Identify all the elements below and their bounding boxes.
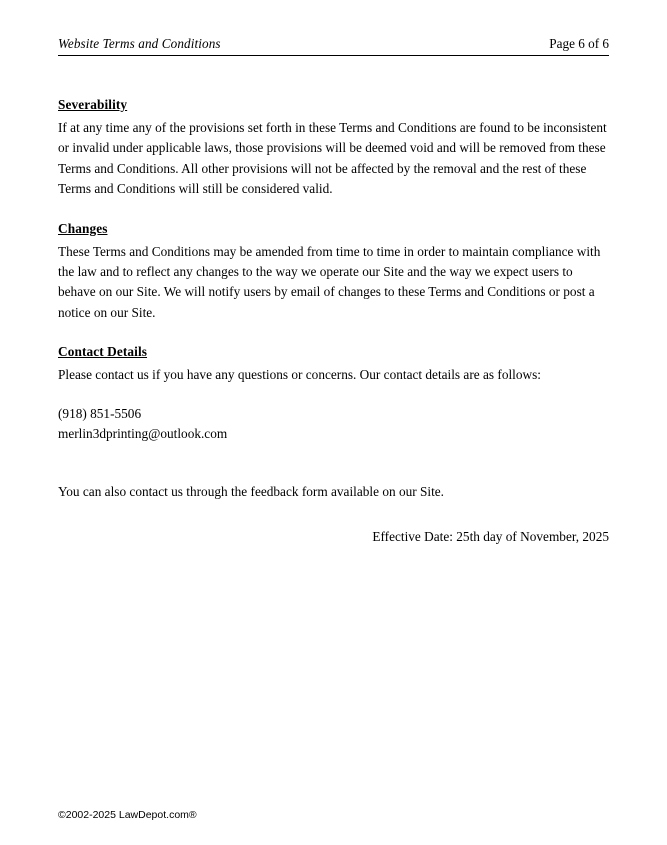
document-title: Website Terms and Conditions: [58, 36, 221, 51]
section-paragraph: If at any time any of the provisions set forth in these Terms and Conditions are found to be inconsistent or invalid under applicable laws, those provisions will be deemed void and will be removed from these Terms and Conditions. All other provisions will not be affected by the removal and the rest of these Terms and Conditions will still be considered valid.: [58, 120, 607, 197]
section-changes: [58, 220, 609, 324]
document-body: [58, 96, 609, 545]
section-heading: Severability: [58, 97, 128, 112]
contact-info: [58, 404, 609, 445]
section-heading: Contact Details: [58, 344, 148, 360]
feedback-note: You can also contact us through the feedback form available on our Site.: [58, 484, 444, 500]
section-paragraph: Please contact us if you have any questions or concerns. Our contact details are as follows:: [58, 367, 541, 383]
contact-phone: (918) 851-5506: [58, 405, 142, 421]
page-header: [58, 36, 609, 56]
contact-email: merlin3dprinting@outlook.com: [58, 426, 228, 442]
section-severability: [58, 96, 609, 200]
page-number: Page 6 of 6: [549, 36, 609, 51]
section-paragraph: These Terms and Conditions may be amended from time to time in order to maintain compliance with the law and to reflect any changes to the way we operate our Site and the way we expect users to behave on our Site. We will notify users by email of changes to these Terms and Conditions or post a notice on our Site.: [58, 243, 601, 320]
section-contact-details: [58, 343, 609, 503]
effective-date: Effective Date: 25th day of November, 2025: [372, 528, 609, 544]
footer-copyright: ©2002-2025 LawDepot.com®: [58, 809, 197, 821]
section-heading: Changes: [58, 220, 108, 236]
